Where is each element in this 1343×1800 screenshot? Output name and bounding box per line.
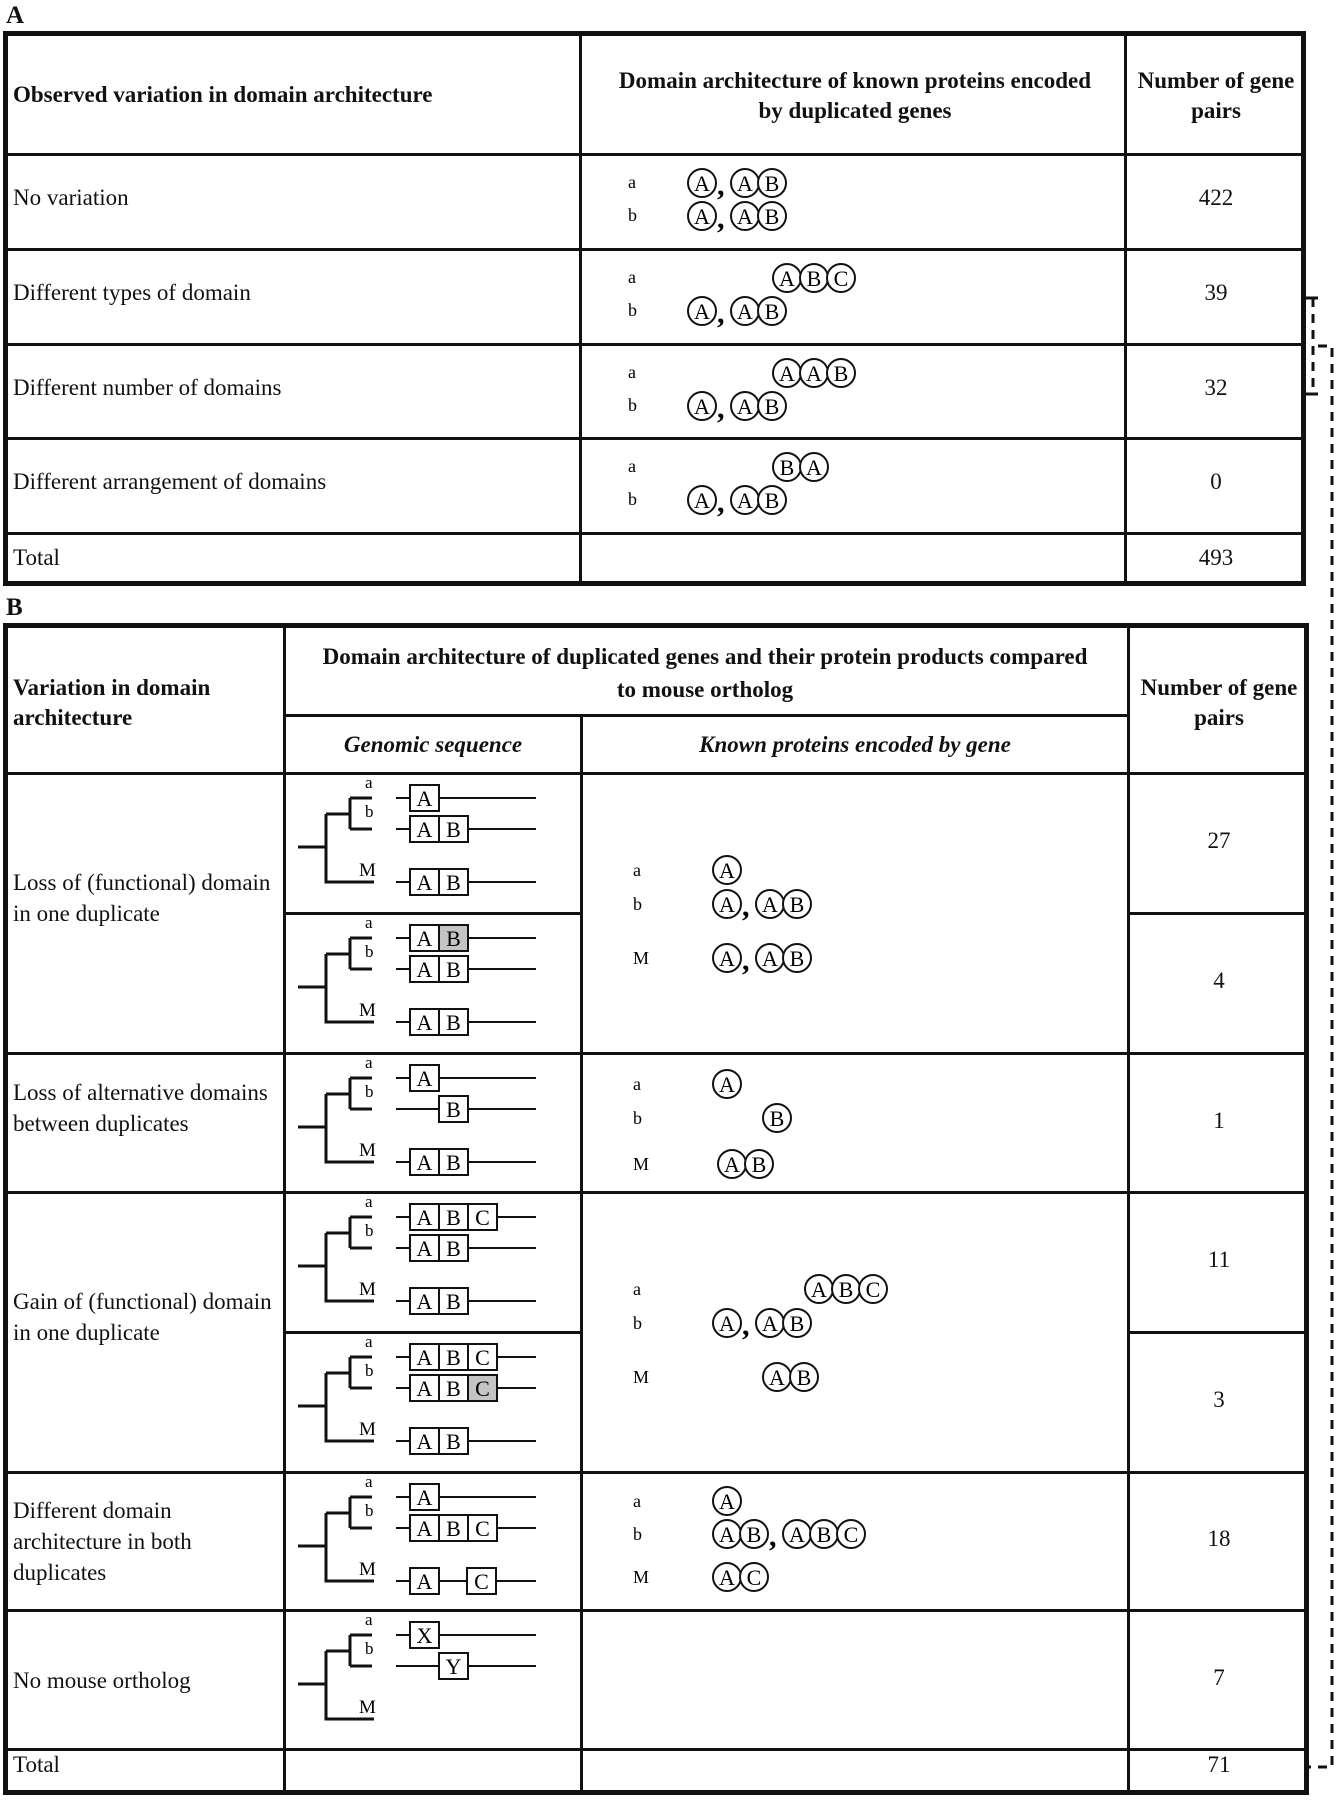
svg-text:A: A: [806, 455, 822, 480]
svg-text:A: A: [719, 1565, 735, 1590]
svg-text:A: A: [416, 786, 433, 811]
svg-text:A: A: [694, 204, 710, 229]
gene-label-b: b: [628, 489, 637, 509]
svg-text:A: A: [719, 1522, 735, 1547]
svg-text:A: A: [719, 1311, 735, 1336]
svg-text:A: A: [416, 1569, 433, 1594]
svg-text:B: B: [446, 1150, 461, 1175]
comma-separator: ,: [717, 169, 725, 202]
svg-text:A: A: [779, 361, 795, 386]
panel-b-total-value: 71: [1207, 1752, 1231, 1777]
svg-text:A: A: [694, 171, 710, 196]
gene-label-a: a: [365, 1472, 373, 1491]
gene-label-a: a: [365, 913, 373, 932]
gene-label-a: a: [365, 1610, 373, 1629]
gene-label-M: M: [633, 1567, 650, 1587]
gene-label-a: a: [628, 456, 636, 476]
variation-label: Loss of alternative domains between duplicates: [13, 1079, 268, 1136]
variation-label: Loss of (functional) domain in one duplicate: [13, 870, 271, 926]
svg-text:A: A: [416, 1066, 433, 1091]
gene-pair-count: 7: [1213, 1664, 1225, 1690]
svg-text:A: A: [762, 1311, 778, 1336]
svg-text:A: A: [694, 394, 710, 419]
gene-label-b: b: [365, 1082, 374, 1101]
panel-a-total-label: Total: [13, 545, 60, 570]
gene-pair-count: 39: [1204, 280, 1228, 305]
svg-text:A: A: [811, 1277, 827, 1302]
svg-text:C: C: [475, 1205, 490, 1230]
svg-text:B: B: [764, 171, 780, 196]
svg-text:A: A: [416, 1205, 433, 1230]
svg-text:B: B: [789, 892, 805, 917]
svg-text:A: A: [737, 394, 753, 419]
svg-text:B: B: [764, 299, 780, 324]
gene-label-b: b: [633, 894, 642, 914]
gene-label-b: b: [633, 1313, 642, 1333]
gene-label-b: b: [628, 300, 637, 320]
svg-text:C: C: [833, 266, 849, 291]
svg-text:A: A: [694, 488, 710, 513]
gene-pair-count: 1: [1213, 1107, 1225, 1133]
svg-text:B: B: [764, 488, 780, 513]
svg-text:C: C: [475, 1345, 490, 1370]
gene-label-a: a: [628, 362, 636, 382]
panel-b-header-genomic: Genomic sequence: [343, 732, 523, 757]
panel-a-header-variation: Observed variation in domain architecture: [13, 82, 433, 107]
svg-text:A: A: [769, 1365, 785, 1390]
svg-text:A: A: [416, 1236, 433, 1261]
gene-label-a: a: [633, 1279, 641, 1299]
gene-label-b: b: [365, 1361, 374, 1380]
svg-text:B: B: [816, 1522, 832, 1547]
gene-pair-count: 0: [1210, 469, 1222, 494]
svg-text:B: B: [446, 1516, 461, 1541]
svg-text:B: B: [789, 1311, 805, 1336]
gene-label-b: b: [365, 1221, 374, 1240]
svg-text:A: A: [416, 1345, 433, 1370]
svg-text:B: B: [446, 1205, 461, 1230]
gene-label-a: a: [633, 1491, 641, 1511]
svg-text:A: A: [737, 299, 753, 324]
svg-text:A: A: [416, 1516, 433, 1541]
variation-label: No mouse ortholog: [13, 1667, 191, 1693]
gene-label-b: b: [365, 942, 374, 961]
svg-text:B: B: [796, 1365, 812, 1390]
svg-text:B: B: [746, 1522, 762, 1547]
svg-text:A: A: [416, 1376, 433, 1401]
svg-text:B: B: [446, 870, 461, 895]
panel-a-header-count: Number of gene pairs: [1137, 68, 1295, 123]
svg-text:B: B: [789, 946, 805, 971]
svg-text:A: A: [416, 1010, 433, 1035]
gene-label-b: b: [365, 1639, 374, 1658]
gene-label-a: a: [365, 1332, 373, 1351]
svg-text:A: A: [789, 1522, 805, 1547]
gene-label-M: M: [633, 1154, 650, 1174]
gene-label-a: a: [633, 1074, 641, 1094]
panel-b-header-architecture: Domain architecture of duplicated genes and their protein products compared to mouse ortholog: [322, 644, 1088, 702]
svg-text:B: B: [806, 266, 822, 291]
svg-text:B: B: [446, 1376, 461, 1401]
svg-text:A: A: [737, 204, 753, 229]
gene-label-b: b: [633, 1524, 642, 1544]
svg-text:A: A: [779, 266, 795, 291]
svg-text:A: A: [737, 488, 753, 513]
gene-pair-count: 4: [1213, 968, 1225, 993]
comma-separator: ,: [717, 297, 725, 330]
svg-text:A: A: [762, 946, 778, 971]
svg-text:A: A: [719, 858, 735, 883]
comma-separator: ,: [742, 890, 750, 923]
svg-text:A: A: [737, 171, 753, 196]
gene-label-b: b: [365, 1501, 374, 1520]
gene-label-b: b: [633, 1108, 642, 1128]
svg-text:C: C: [475, 1516, 490, 1541]
svg-text:A: A: [719, 1072, 735, 1097]
svg-text:A: A: [719, 1489, 735, 1514]
gene-label-a: a: [633, 860, 641, 880]
gene-label-M: M: [359, 1419, 376, 1440]
panel-b-label: B: [6, 594, 23, 621]
gene-pair-count: 32: [1204, 375, 1228, 400]
svg-text:A: A: [416, 1289, 433, 1314]
svg-text:B: B: [833, 361, 849, 386]
gene-label-a: a: [365, 1053, 373, 1072]
svg-text:A: A: [762, 892, 778, 917]
gene-label-b: b: [365, 802, 374, 821]
svg-text:B: B: [751, 1152, 767, 1177]
svg-text:B: B: [446, 926, 461, 951]
svg-text:B: B: [446, 1010, 461, 1035]
svg-text:B: B: [446, 1097, 461, 1122]
gene-pair-count: 27: [1207, 828, 1231, 853]
comma-separator: ,: [717, 486, 725, 519]
svg-text:C: C: [474, 1569, 489, 1594]
gene-label-M: M: [359, 1000, 376, 1021]
svg-text:B: B: [838, 1277, 854, 1302]
gene-label-M: M: [633, 1367, 650, 1387]
svg-text:C: C: [865, 1277, 881, 1302]
svg-text:A: A: [806, 361, 822, 386]
panel-a-total-value: 493: [1198, 545, 1234, 570]
gene-pair-count: 18: [1207, 1526, 1231, 1551]
panel-a-header-architecture: Domain architecture of known proteins encoded by duplicated genes: [618, 68, 1092, 123]
svg-text:X: X: [416, 1623, 433, 1648]
svg-text:B: B: [446, 1289, 461, 1314]
svg-text:B: B: [769, 1106, 785, 1131]
panel-b-header-variation: Variation in domain architecture: [13, 675, 211, 730]
svg-text:B: B: [446, 1345, 461, 1370]
svg-text:B: B: [446, 1236, 461, 1261]
svg-text:B: B: [446, 1429, 461, 1454]
panel-b-total-label: Total: [13, 1752, 60, 1777]
gene-label-b: b: [628, 205, 637, 225]
variation-label: No variation: [13, 185, 129, 210]
svg-text:A: A: [416, 870, 433, 895]
svg-text:A: A: [416, 1150, 433, 1175]
svg-text:A: A: [416, 1485, 433, 1510]
svg-text:C: C: [746, 1565, 762, 1590]
svg-text:C: C: [475, 1376, 490, 1401]
comma-separator: ,: [717, 202, 725, 235]
gene-label-M: M: [633, 948, 650, 968]
panel-b-header-proteins: Known proteins encoded by gene: [699, 732, 1011, 757]
gene-label-a: a: [365, 773, 373, 792]
gene-label-M: M: [359, 1140, 376, 1161]
svg-text:A: A: [416, 926, 433, 951]
gene-label-M: M: [359, 1279, 376, 1300]
comma-separator: ,: [769, 1520, 777, 1553]
svg-text:B: B: [446, 957, 461, 982]
variation-label: Different domain architecture in both duplicates: [13, 1498, 192, 1585]
svg-text:Y: Y: [445, 1654, 462, 1679]
gene-pair-count: 3: [1213, 1387, 1225, 1412]
gene-label-a: a: [628, 172, 636, 192]
gene-label-a: a: [628, 267, 636, 287]
svg-text:B: B: [779, 455, 795, 480]
variation-label: Gain of (functional) domain in one duplicate: [13, 1289, 272, 1345]
svg-text:B: B: [764, 394, 780, 419]
gene-label-M: M: [359, 1559, 376, 1580]
gene-label-M: M: [359, 1697, 376, 1718]
svg-text:A: A: [724, 1152, 740, 1177]
variation-label: Different number of domains: [13, 375, 282, 400]
comma-separator: ,: [742, 944, 750, 977]
svg-text:A: A: [719, 892, 735, 917]
svg-text:B: B: [446, 817, 461, 842]
comma-separator: ,: [717, 392, 725, 425]
svg-text:A: A: [719, 946, 735, 971]
comma-separator: ,: [742, 1309, 750, 1342]
svg-text:A: A: [694, 299, 710, 324]
variation-label: Different types of domain: [13, 280, 251, 305]
gene-label-b: b: [628, 395, 637, 415]
gene-pair-count: 422: [1198, 185, 1234, 210]
svg-text:A: A: [416, 817, 433, 842]
svg-text:A: A: [416, 1429, 433, 1454]
svg-text:C: C: [843, 1522, 859, 1547]
variation-label: Different arrangement of domains: [13, 469, 327, 494]
gene-label-M: M: [359, 860, 376, 881]
svg-text:B: B: [764, 204, 780, 229]
svg-text:A: A: [416, 957, 433, 982]
panel-b-header-count: Number of gene pairs: [1140, 675, 1298, 730]
gene-label-a: a: [365, 1192, 373, 1211]
panel-a-label: A: [6, 2, 25, 29]
gene-pair-count: 11: [1207, 1247, 1231, 1272]
